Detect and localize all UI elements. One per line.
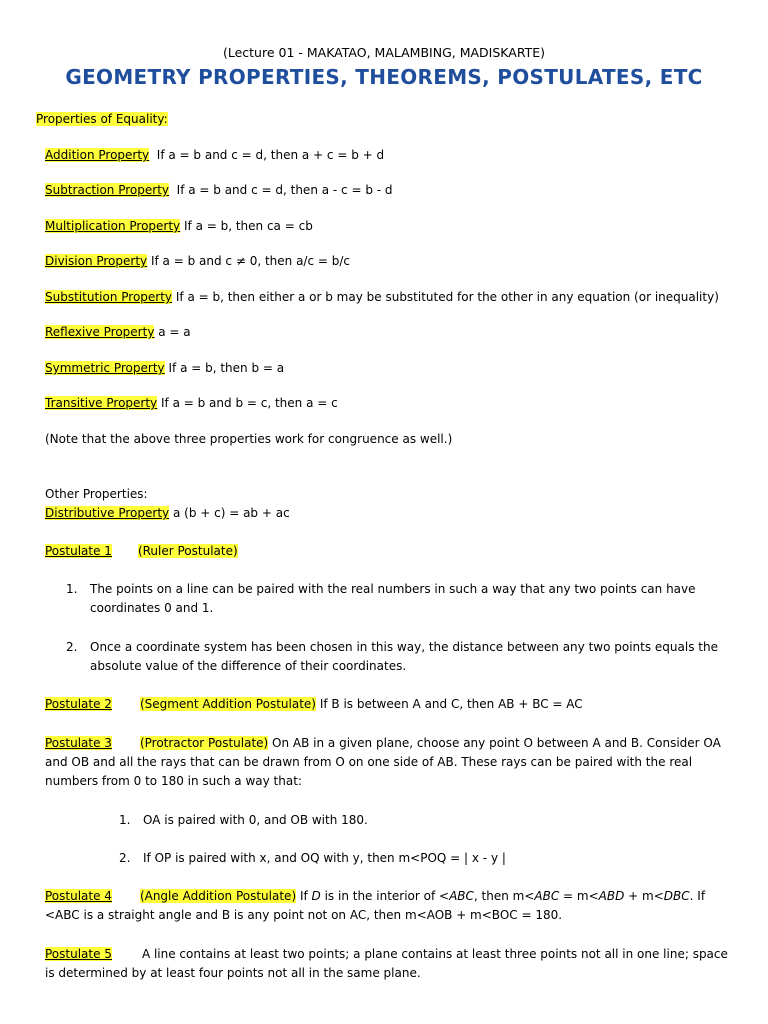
- property-name: Division Property: [45, 254, 148, 268]
- list-number: 1.: [66, 582, 78, 596]
- property-name: Subtraction Property: [45, 183, 170, 197]
- postulate-label: Postulate 3: [45, 736, 112, 750]
- property-text: If a = b, then b = a: [168, 361, 285, 375]
- postulate-1-heading: [45, 542, 238, 560]
- property-division: [45, 252, 350, 270]
- property-text: If a = b, then ca = cb: [183, 219, 313, 233]
- property-substitution: [45, 288, 719, 306]
- postulate-1-item-1-cont: coordinates 0 and 1.: [90, 601, 214, 615]
- postulate-4: [45, 887, 705, 905]
- section-heading-equality-text: Properties of Equality:: [36, 112, 168, 126]
- list-number: 2.: [66, 640, 78, 654]
- property-transitive: [45, 394, 338, 412]
- list-text: If OP is paired with x, and OQ with y, then m<POQ = | x - y |: [143, 851, 506, 865]
- postulate-3-item-1: [119, 811, 368, 829]
- postulate-text: is in the interior of <: [320, 889, 450, 903]
- property-text: If a = b and c = d, then a - c = b - d: [176, 183, 393, 197]
- point-d: D: [311, 889, 321, 903]
- postulate-3-line-3: numbers from 0 to 180 in such a way that:: [45, 774, 302, 788]
- postulate-4-line-2: <ABC is a straight angle and B is any point not on AC, then m<AOB + m<BOC = 180.: [45, 908, 563, 922]
- property-addition: [45, 146, 384, 164]
- property-name: Substitution Property: [45, 290, 173, 304]
- property-name: Transitive Property: [45, 396, 158, 410]
- section-heading-equality: [36, 110, 168, 128]
- postulate-text: A line contains at least two points; a plane contains at least three points not all in one line; space: [141, 947, 728, 961]
- list-text: The points on a line can be paired with the real numbers in such a way that any two points can have: [90, 582, 696, 596]
- property-text: a = a: [158, 325, 191, 339]
- congruence-note: (Note that the above three properties work for congruence as well.): [45, 432, 453, 446]
- property-subtraction: [45, 181, 393, 199]
- angle-dbc: DBC: [663, 889, 690, 903]
- list-number: 2.: [119, 851, 131, 865]
- postulate-1-item-2-cont: absolute value of the difference of their coordinates.: [90, 659, 407, 673]
- postulate-3-line-2: and OB and all the rays that can be drawn from O on one side of AB. These rays can be paired with the real: [45, 755, 693, 769]
- postulate-5: [45, 945, 728, 963]
- postulate-text: If: [299, 889, 312, 903]
- postulate-name: (Ruler Postulate): [137, 544, 238, 558]
- postulate-label: Postulate 5: [45, 947, 112, 961]
- postulate-text: + m<: [624, 889, 664, 903]
- postulate-text: = m<: [559, 889, 599, 903]
- postulate-label: Postulate 1: [45, 544, 112, 558]
- property-name: Symmetric Property: [45, 361, 165, 375]
- property-name: Addition Property: [45, 148, 150, 162]
- postulate-text: , then m<: [473, 889, 535, 903]
- postulate-name: (Protractor Postulate): [139, 736, 269, 750]
- postulate-name: (Segment Addition Postulate): [139, 697, 316, 711]
- angle-abd: ABD: [598, 889, 625, 903]
- property-text: If a = b and c ≠ 0, then a/c = b/c: [150, 254, 350, 268]
- property-text: If a = b, then either a or b may be substituted for the other in any equation (or inequality): [175, 290, 719, 304]
- list-text: Once a coordinate system has been chosen in this way, the distance between any two points equals the: [90, 640, 718, 654]
- property-name: Reflexive Property: [45, 325, 155, 339]
- property-symmetric: [45, 359, 284, 377]
- property-text: a (b + c) = ab + ac: [172, 506, 290, 520]
- postulate-1-item-2: [66, 638, 718, 656]
- postulate-text: If B is between A and C, then AB + BC = AC: [319, 697, 583, 711]
- property-reflexive: [45, 323, 191, 341]
- postulate-3: [45, 734, 721, 752]
- page-title: GEOMETRY PROPERTIES, THEOREMS, POSTULATES, ETC: [65, 65, 703, 89]
- angle-abc: ABC: [449, 889, 474, 903]
- postulate-name: (Angle Addition Postulate): [139, 889, 297, 903]
- postulate-5-line-2: is determined by at least four points not all in the same plane.: [45, 966, 421, 980]
- postulate-text: . If: [689, 889, 706, 903]
- angle-abc: ABC: [534, 889, 560, 903]
- lecture-subtitle: (Lecture 01 - MAKATAO, MALAMBING, MADISKARTE): [222, 45, 546, 60]
- postulate-1-item-1: [66, 580, 696, 598]
- postulate-3-item-2: [119, 849, 506, 867]
- postulate-label: Postulate 2: [45, 697, 112, 711]
- property-text: If a = b and c = d, then a + c = b + d: [156, 148, 385, 162]
- list-number: 1.: [119, 813, 131, 827]
- property-name: Distributive Property: [45, 506, 170, 520]
- property-text: If a = b and b = c, then a = c: [161, 396, 338, 410]
- postulate-text: On AB in a given plane, choose any point O between A and B. Consider OA: [272, 736, 721, 750]
- other-properties-heading: Other Properties:: [45, 487, 148, 501]
- list-text: OA is paired with 0, and OB with 180.: [143, 813, 368, 827]
- property-multiplication: [45, 217, 313, 235]
- postulate-label: Postulate 4: [45, 889, 112, 903]
- postulate-2: [45, 695, 583, 713]
- property-distributive: [45, 504, 290, 522]
- property-name: Multiplication Property: [45, 219, 181, 233]
